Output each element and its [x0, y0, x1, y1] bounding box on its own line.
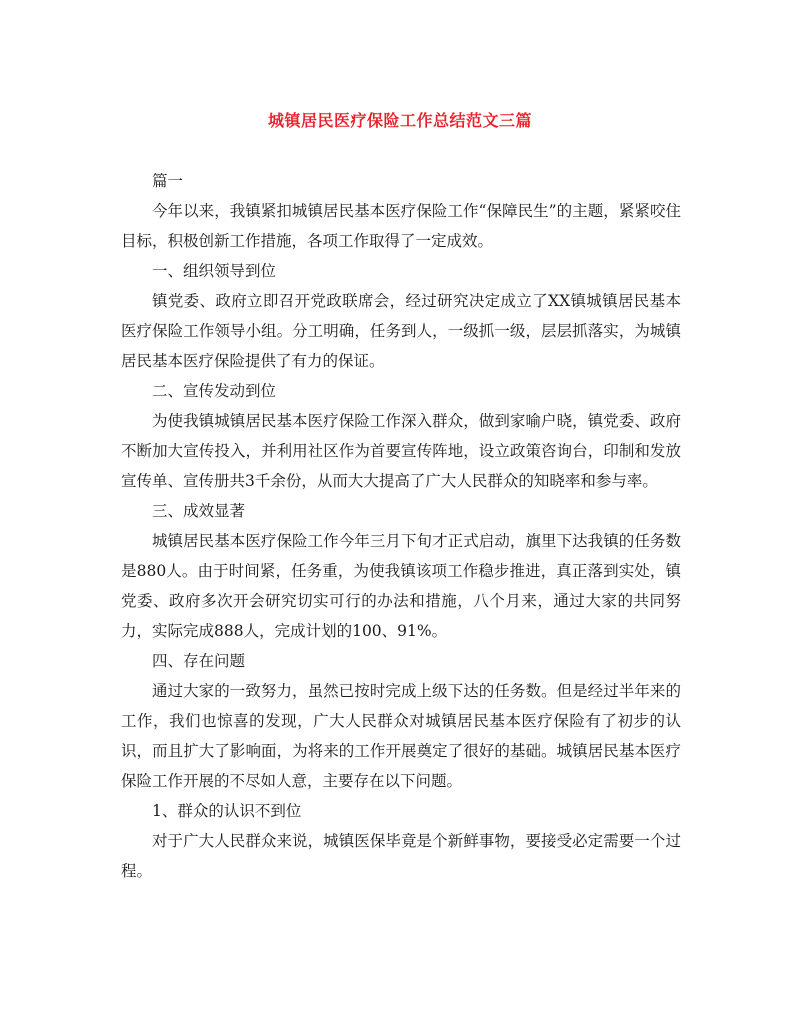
section-heading: 一、组织领导到位 [152, 262, 277, 280]
section-heading: 四、存在问题 [152, 652, 246, 670]
section-heading: 1、群众的认识不到位 [152, 802, 302, 820]
paragraph: 为使我镇城镇居民基本医疗保险工作深入群众，做到家喻户晓，镇党委、政府不断加大宣传投入，并利用社区作为首要宣传阵地，设立政策咨询台，印制和发放宣传单、宣传册共3千余份，从而大大提高了广大人民群众的知晓率和参与率。 [121, 412, 681, 490]
section-heading: 二、宣传发动到位 [152, 382, 277, 400]
section-heading: 三、成效显著 [152, 502, 246, 520]
paragraph: 城镇居民基本医疗保险工作今年三月下旬才正式启动，旗里下达我镇的任务数是880人。由于时间紧，任务重，为使我镇该项工作稳步推进，真正落到实处，镇党委、政府多次开会研究切实可行的办法和措施，八个月来，通过大家的共同努力，实际完成888人，完成计划的100、91%。 [121, 532, 681, 640]
paragraph: 通过大家的一致努力，虽然已按时完成上级下达的任务数。但是经过半年来的工作，我们也惊喜的发现，广大人民群众对城镇居民基本医疗保险有了初步的认识，而且扩大了影响面，为将来的工作开展奠定了很好的基础。城镇居民基本医疗保险工作开展的不尽如人意，主要存在以下问题。 [121, 682, 681, 790]
document-body [121, 166, 681, 886]
paragraph: 镇党委、政府立即召开党政联席会，经过研究决定成立了XX镇城镇居民基本医疗保险工作领导小组。分工明确，任务到人，一级抓一级，层层抓落实，为城镇居民基本医疗保险提供了有力的保证。 [121, 292, 681, 370]
paragraph: 今年以来，我镇紧扣城镇居民基本医疗保险工作“保障民生”的主题，紧紧咬住目标，积极创新工作措施，各项工作取得了一定成效。 [121, 202, 681, 250]
paragraph: 对于广大人民群众来说，城镇医保毕竟是个新鲜事物，要接受必定需要一个过程。 [121, 832, 681, 880]
section-heading: 篇一 [152, 172, 184, 190]
document-title: 城镇居民医疗保险工作总结范文三篇 [267, 111, 532, 130]
